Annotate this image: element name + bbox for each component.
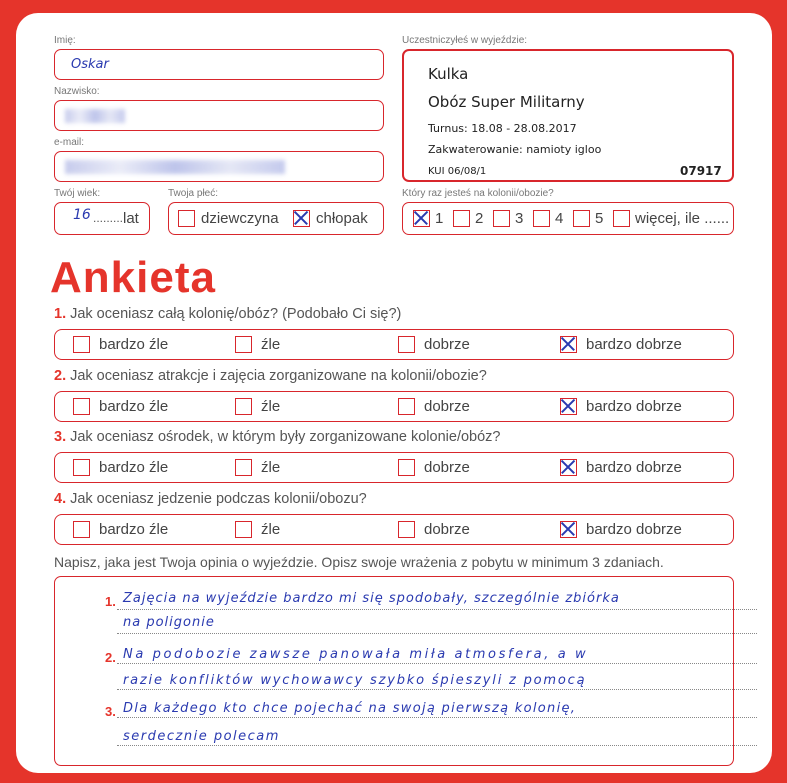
name-field[interactable]	[54, 49, 384, 80]
gender-male-label: chłopak	[316, 210, 368, 227]
times-2-checkbox[interactable]	[453, 210, 470, 227]
age-dots: .........	[93, 211, 124, 225]
camp-line2: Obóz Super Militarny	[428, 93, 585, 111]
question-4-options	[54, 514, 734, 545]
ruled-line	[117, 609, 757, 610]
form-sheet	[16, 13, 772, 773]
gender-female-label: dziewczyna	[201, 210, 279, 227]
question-4: 4. Jak oceniasz jedzenie podczas kolonii/obozu?	[54, 491, 367, 507]
q2-very-bad-label: bardzo źle	[99, 398, 169, 415]
gender-field	[168, 202, 384, 235]
line-number-1: 1.	[105, 594, 116, 609]
times-4-checkbox[interactable]	[533, 210, 550, 227]
times-3-label: 3	[515, 210, 524, 227]
line-number-2: 2.	[105, 650, 116, 665]
email-redacted	[65, 160, 285, 174]
q1-bad-checkbox[interactable]	[235, 336, 252, 353]
answer-line-3: Na podobozie zawsze panowała miła atmosfera, a w	[123, 647, 589, 662]
answer-line-4: razie konfliktów wychowawcy szybko śpieszyli z pomocą	[123, 673, 587, 688]
q1-good-label: dobrze	[424, 336, 470, 353]
times-1-label: 1	[435, 210, 444, 227]
q2-bad-label: źle	[261, 398, 281, 415]
q3-good-checkbox[interactable]	[398, 459, 415, 476]
name-value: Oskar	[71, 57, 109, 72]
q3-good-label: dobrze	[424, 459, 470, 476]
q4-very-bad-checkbox[interactable]	[73, 521, 90, 538]
email-label: e-mail:	[54, 137, 85, 148]
q3-very-bad-label: bardzo źle	[99, 459, 169, 476]
camp-label: Uczestniczyłeś w wyjeździe:	[402, 35, 528, 46]
q1-very-good-label: bardzo dobrze	[586, 336, 682, 353]
answer-line-5: Dla każdego kto chce pojechać na swoją pierwszą kolonię,	[123, 701, 577, 716]
surname-label: Nazwisko:	[54, 86, 100, 97]
times-3-checkbox[interactable]	[493, 210, 510, 227]
question-1: 1. Jak oceniasz całą kolonię/obóz? (Podobało Ci się?)	[54, 306, 402, 322]
age-label: Twój wiek:	[54, 188, 101, 199]
gender-female-checkbox[interactable]	[178, 210, 195, 227]
question-3-options	[54, 452, 734, 483]
opinion-box[interactable]	[54, 576, 734, 766]
q4-good-label: dobrze	[424, 521, 470, 538]
q3-very-good-checkbox[interactable]	[560, 459, 577, 476]
q4-very-good-checkbox[interactable]	[560, 521, 577, 538]
q1-very-good-checkbox[interactable]	[560, 336, 577, 353]
ruled-line	[117, 633, 757, 634]
camp-accommodation: Zakwaterowanie: namioty igloo	[428, 143, 602, 156]
q2-very-good-label: bardzo dobrze	[586, 398, 682, 415]
times-more-checkbox[interactable]	[613, 210, 630, 227]
q2-bad-checkbox[interactable]	[235, 398, 252, 415]
camp-line1: Kulka	[428, 65, 469, 83]
q3-very-good-label: bardzo dobrze	[586, 459, 682, 476]
q3-very-bad-checkbox[interactable]	[73, 459, 90, 476]
q1-good-checkbox[interactable]	[398, 336, 415, 353]
surname-field[interactable]	[54, 100, 384, 131]
q1-very-bad-checkbox[interactable]	[73, 336, 90, 353]
times-more-label: więcej, ile ......	[635, 210, 730, 227]
q2-very-good-checkbox[interactable]	[560, 398, 577, 415]
gender-male-checkbox[interactable]	[293, 210, 310, 227]
ruled-line	[117, 689, 757, 690]
ruled-line	[117, 717, 757, 718]
ruled-line	[117, 663, 757, 664]
question-2-options	[54, 391, 734, 422]
camp-turnus: Turnus: 18.08 - 28.08.2017	[428, 122, 577, 135]
question-3: 3. Jak oceniasz ośrodek, w którym były zorganizowane kolonie/obóz?	[54, 429, 501, 445]
q2-good-checkbox[interactable]	[398, 398, 415, 415]
q4-bad-label: źle	[261, 521, 281, 538]
q2-good-label: dobrze	[424, 398, 470, 415]
q2-very-bad-checkbox[interactable]	[73, 398, 90, 415]
question-1-options	[54, 329, 734, 360]
survey-title: Ankieta	[50, 253, 216, 302]
opinion-prompt: Napisz, jaka jest Twoja opinia o wyjeździe. Opisz swoje wrażenia z pobytu w minimum 3 zdaniach.	[54, 554, 664, 570]
age-value: 16	[73, 207, 91, 223]
answer-line-6: serdecznie polecam	[123, 729, 280, 744]
times-5-label: 5	[595, 210, 604, 227]
camp-number: 07917	[680, 164, 722, 178]
surname-redacted	[65, 109, 125, 123]
age-field[interactable]	[54, 202, 150, 235]
age-unit: lat	[123, 210, 139, 227]
times-2-label: 2	[475, 210, 484, 227]
gender-label: Twoja płeć:	[168, 188, 219, 199]
times-field	[402, 202, 734, 235]
q1-bad-label: źle	[261, 336, 281, 353]
camp-code: KUI 06/08/1	[428, 166, 487, 177]
q3-bad-label: źle	[261, 459, 281, 476]
q3-bad-checkbox[interactable]	[235, 459, 252, 476]
q4-good-checkbox[interactable]	[398, 521, 415, 538]
camp-box	[402, 49, 734, 182]
answer-line-2: na poligonie	[123, 615, 215, 630]
times-4-label: 4	[555, 210, 564, 227]
times-1-checkbox[interactable]	[413, 210, 430, 227]
q4-bad-checkbox[interactable]	[235, 521, 252, 538]
times-label: Który raz jesteś na kolonii/obozie?	[402, 188, 554, 199]
email-field[interactable]	[54, 151, 384, 182]
q4-very-bad-label: bardzo źle	[99, 521, 169, 538]
ruled-line	[117, 745, 757, 746]
name-label: Imię:	[54, 35, 76, 46]
q4-very-good-label: bardzo dobrze	[586, 521, 682, 538]
times-5-checkbox[interactable]	[573, 210, 590, 227]
answer-line-1: Zajęcia na wyjeździe bardzo mi się spodobały, szczególnie zbiórka	[123, 591, 620, 606]
line-number-3: 3.	[105, 704, 116, 719]
q1-very-bad-label: bardzo źle	[99, 336, 169, 353]
question-2: 2. Jak oceniasz atrakcje i zajęcia zorganizowane na kolonii/obozie?	[54, 368, 487, 384]
